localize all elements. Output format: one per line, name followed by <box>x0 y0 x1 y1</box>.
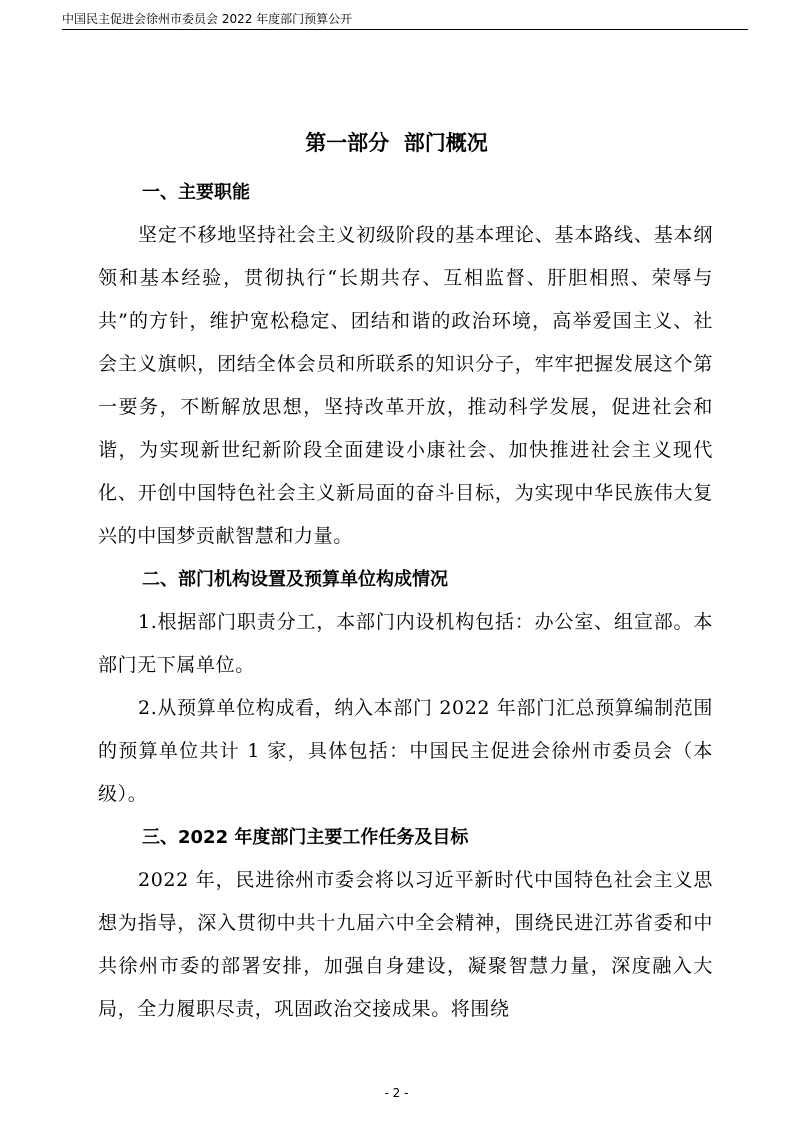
page-title: 第一部分 部门概况 <box>305 131 488 155</box>
paragraph-organization-2: 2.从预算单位构成看，纳入本部门 2022 年部门汇总预算编制范围的预算单位共计 1 家，具体包括：中国民主促进会徐州市委员会（本级）。 <box>98 697 713 805</box>
paragraph-main-functions: 坚定不移地坚持社会主义初级阶段的基本理论、基本路线、基本纲领和基本经验，贯彻执行“长期共存、互相监督、肝胆相照、荣辱与共”的方针，维护宽松稳定、团结和谐的政治环境，高举爱国主义、社会主义旗帜，团结全体会员和所联系的知识分子，牢牢把握发展这个第一要务，不断解放思想，坚持改革开放，推动科学发展，促进社会和谐，为实现新世纪新阶段全面建设小康社会、加快推进社会主义现代化、开创中国特色社会主义新局面的奋斗目标，为实现中华民族伟大复兴的中国梦贡献智慧和力量。 <box>98 224 713 547</box>
page-number: - 2 - <box>384 1086 409 1100</box>
section-heading-main-functions: 一、主要职能 <box>142 182 250 203</box>
document-body <box>98 171 713 1031</box>
running-header: 中国民主促进会徐州市委员会 2022 年度部门预算公开 <box>62 12 353 26</box>
section-heading-organization: 二、部门机构设置及预算单位构成情况 <box>142 569 448 590</box>
section-heading-tasks: 三、2022 年度部门主要工作任务及目标 <box>142 827 469 848</box>
paragraph-tasks: 2022 年，民进徐州市委会将以习近平新时代中国特色社会主义思想为指导，深入贯彻中共十九届六中全会精神，围绕民进江苏省委和中共徐州市委的部署安排，加强自身建设，凝聚智慧力量，深度融入大局，全力履职尽责，巩固政治交接成果。将围绕 <box>98 869 713 1020</box>
header-rule <box>62 29 748 30</box>
paragraph-organization-1: 1.根据部门职责分工，本部门内设机构包括：办公室、组宣部。本部门无下属单位。 <box>98 611 713 676</box>
